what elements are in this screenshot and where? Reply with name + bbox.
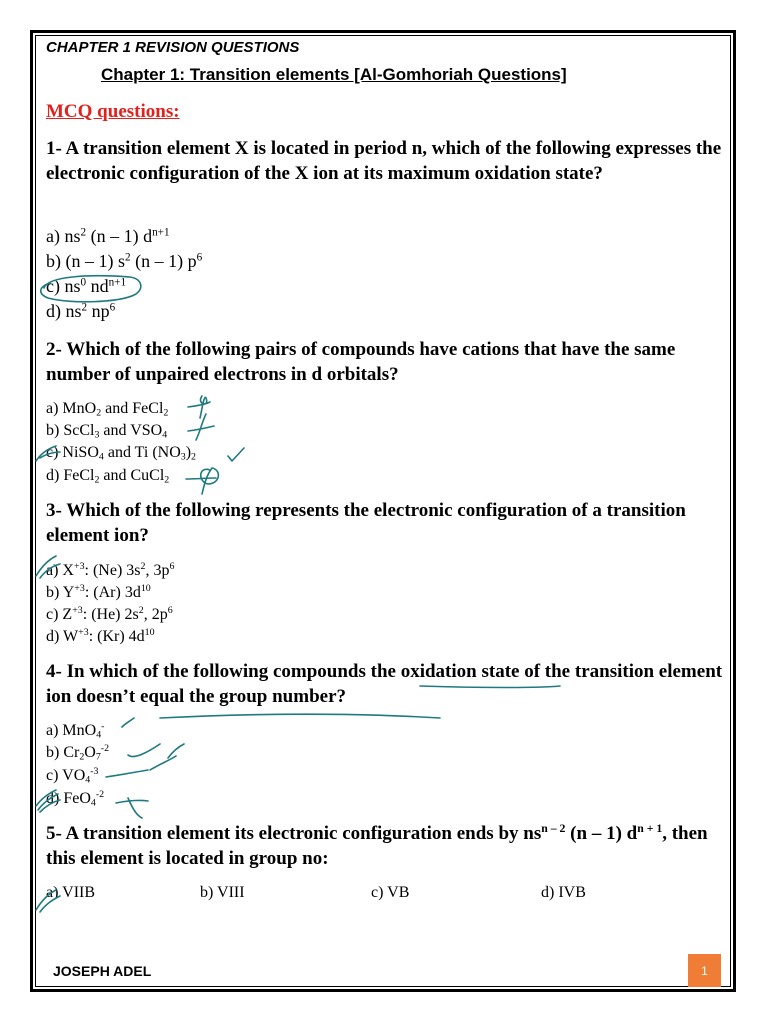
q2-option-d: d) FeCl$_2$ and CuCl$_2$ — [46, 467, 170, 486]
q3-option-c: c) $Z^{+3}$: (He) $2s^2$, $2p^6$ — [46, 605, 173, 623]
q3a-select — [36, 556, 60, 578]
q2-option-c: c) NiSO$_4$ and Ti $(NO_3)_2$ — [46, 444, 196, 463]
page-number-badge: 1 — [688, 954, 721, 987]
footer-author: JOSEPH ADEL — [53, 963, 152, 979]
q3-option-a: a) $X^{+3}$: (Ne) $3s^2$, $3p^6$ — [46, 561, 175, 579]
question-1: 1- A transition element X is located in period n, which of the following expresses the electronic configuration of the X ion at its maximum oxidation state? — [46, 138, 722, 184]
q4-option-b: b) $Cr_2O_7^{-2}$ — [46, 743, 110, 763]
section-heading: MCQ questions: — [46, 101, 180, 122]
q2-option-b: b) ScCl$_3$ and $VSO_4$ — [46, 422, 168, 441]
q1-option-c: c) $ns^0$ $nd^{n+1}$ — [46, 276, 127, 296]
q4d-select — [36, 790, 60, 812]
q4d-mark — [116, 798, 148, 818]
q4-option-d: d) FeO$_4^{-2}$ — [46, 789, 105, 809]
q2-option-a: a) MnO$_2$ and FeCl$_2$ — [46, 400, 169, 419]
q4c-check — [106, 756, 176, 777]
q4-option-c: c) $VO_4^{-3}$ — [46, 766, 99, 786]
q5-option-c: c) VB — [371, 884, 410, 901]
q1-answer-circle — [41, 276, 141, 302]
q2b-mark — [188, 414, 214, 440]
q2d-mark — [186, 468, 218, 494]
q2a-mark — [188, 396, 210, 418]
question-4: 4- In which of the following compounds the oxidation state of the transition element ion doesn’t equal the group number? — [46, 661, 723, 707]
q5-option-d: d) IVB — [541, 884, 586, 901]
question-3: 3- Which of the following represents the electronic configuration of a transition element ion? — [46, 500, 686, 546]
q1-option-b: b) (n – 1) $s^2$ (n – 1) $p^6$ — [46, 251, 203, 271]
q4a-check — [122, 718, 134, 727]
q5-option-b: b) VIII — [200, 884, 245, 901]
q4-option-a: a) MnO$_4$- — [46, 721, 105, 741]
q5a-select — [36, 890, 60, 912]
q4-underline — [160, 686, 560, 718]
q3-option-d: d) $W^{+3}$: (Kr) $4d^{10}$ — [46, 627, 155, 645]
question-2: 2- Which of the following pairs of compounds have cations that have the same number of unpaired electrons in d orbitals? — [46, 339, 676, 385]
page-title: Chapter 1: Transition elements [Al-Gomhoriah Questions] — [101, 65, 567, 84]
q1-option-d: d) $ns^2$ $np^6$ — [46, 301, 116, 321]
q2c-check — [228, 448, 244, 461]
q5-option-a: a) VIIB — [46, 884, 96, 901]
q1-option-a: a) $ns^2$ (n – 1) $d^{n+1}$ — [46, 226, 170, 246]
q3-option-b: b) $Y^{+3}$: (Ar) $3d^{10}$ — [46, 583, 151, 601]
chapter-header: CHAPTER 1 REVISION QUESTIONS — [46, 39, 300, 56]
question-5: 5- A transition element its electronic configuration ends by $ns^{n - 2}$ (n – 1) $d^{n + 1}$, then this element is located in group no: — [46, 821, 708, 869]
q2c-select — [36, 446, 60, 461]
